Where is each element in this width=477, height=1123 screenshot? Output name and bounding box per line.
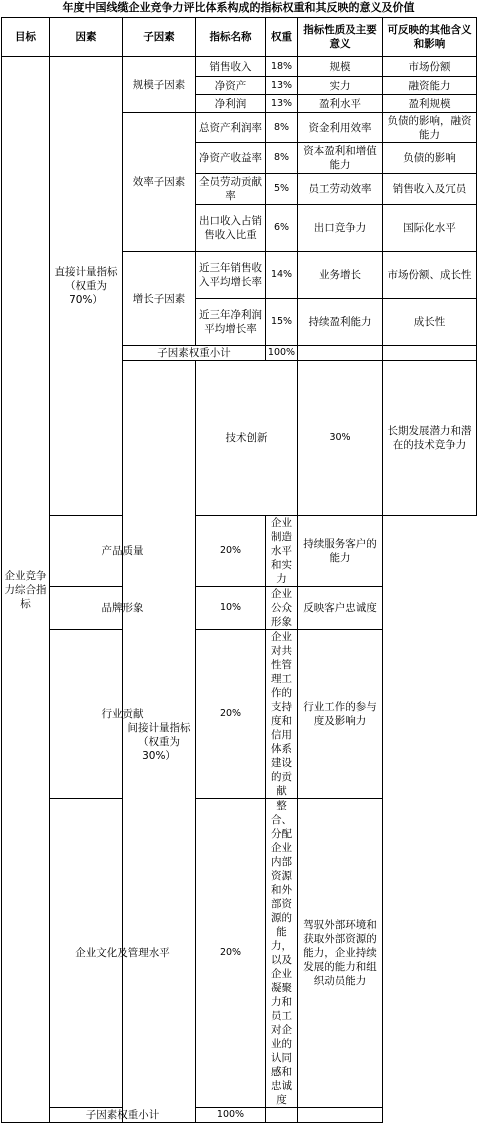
indicator-cell: 近三年净利润平均增长率 xyxy=(196,299,266,346)
nature-cell: 长期发展潜力和潜在的技术竞争力 xyxy=(383,361,477,516)
table-row xyxy=(2,57,477,77)
other-cell: 行业工作的参与度及影响力 xyxy=(298,630,383,799)
indicator-cell: 出口收入占销售收入比重 xyxy=(196,205,266,252)
header-row xyxy=(2,18,477,57)
nature-cell: 企业公众形象 xyxy=(266,587,298,630)
header-other: 可反映的其他含义和影响 xyxy=(383,18,477,57)
table-row xyxy=(2,630,477,799)
indicator-cell: 品牌形象 xyxy=(50,587,196,630)
direct-factor-cell: 直接计量指标（权重为70%） xyxy=(50,57,123,516)
indicator-cell: 行业贡献 xyxy=(50,630,196,799)
weight-cell: 13% xyxy=(266,77,298,95)
weight-cell: 20% xyxy=(196,630,266,799)
other-cell: 销售收入及冗员 xyxy=(383,174,477,205)
weight-cell: 6% xyxy=(266,205,298,252)
table-row xyxy=(2,799,477,1108)
nature-cell: 出口竞争力 xyxy=(298,205,383,252)
other-cell: 成长性 xyxy=(383,299,477,346)
subtotal-row xyxy=(2,1108,477,1123)
table-title: 年度中国线缆企业竞争力评比体系构成的指标权重和其反映的意义及价值 xyxy=(62,1,415,14)
indicator-cell: 销售收入 xyxy=(196,57,266,77)
other-cell: 盈利规模 xyxy=(383,95,477,113)
indicator-cell: 净资产收益率 xyxy=(196,143,266,174)
header-subfactor: 子因素 xyxy=(123,18,196,57)
subfactor-growth: 增长子因素 xyxy=(123,252,196,346)
target-cell: 企业竞争力综合指标 xyxy=(2,57,50,1123)
indicator-cell: 近三年销售收入平均增长率 xyxy=(196,252,266,299)
nature-cell: 员工劳动效率 xyxy=(298,174,383,205)
nature-cell: 资本盈利和增值能力 xyxy=(298,143,383,174)
other-cell: 市场份额 xyxy=(383,57,477,77)
header-nature: 指标性质及主要意义 xyxy=(298,18,383,57)
subtotal-weight: 100% xyxy=(196,1108,266,1123)
subfactor-efficiency: 效率子因素 xyxy=(123,113,196,252)
weight-cell: 5% xyxy=(266,174,298,205)
empty-cell xyxy=(298,1108,383,1123)
nature-cell: 业务增长 xyxy=(298,252,383,299)
other-cell: 负债的影响，融资能力 xyxy=(383,113,477,143)
weight-cell: 14% xyxy=(266,252,298,299)
indicator-cell: 总资产利润率 xyxy=(196,113,266,143)
nature-cell: 整合、分配企业内部资源和外部资源的能力，以及企业凝聚力和员工对企业的认同感和忠诚度 xyxy=(266,799,298,1108)
nature-cell: 资金利用效率 xyxy=(298,113,383,143)
indicator-cell: 技术创新 xyxy=(196,361,298,516)
indirect-factor-cell: 间接计量指标（权重为30%） xyxy=(123,361,196,1123)
other-cell: 负债的影响 xyxy=(383,143,477,174)
empty-cell xyxy=(298,346,383,361)
weight-cell: 20% xyxy=(196,516,266,587)
nature-cell: 企业制造水平和实力 xyxy=(266,516,298,587)
weight-cell: 20% xyxy=(196,799,266,1108)
other-cell: 国际化水平 xyxy=(383,205,477,252)
empty-cell xyxy=(266,1108,298,1123)
indicator-cell: 企业文化及管理水平 xyxy=(50,799,196,1108)
subfactor-scale: 规模子因素 xyxy=(123,57,196,113)
nature-cell: 盈利水平 xyxy=(298,95,383,113)
indicator-cell: 全员劳动贡献率 xyxy=(196,174,266,205)
indicator-cell: 净资产 xyxy=(196,77,266,95)
table-row xyxy=(2,516,477,587)
other-cell: 市场份额、成长性 xyxy=(383,252,477,299)
other-cell: 持续服务客户的能力 xyxy=(298,516,383,587)
nature-cell: 企业对共性管理工作的支持度和信用体系建设的贡献 xyxy=(266,630,298,799)
weight-cell: 10% xyxy=(196,587,266,630)
weight-cell: 15% xyxy=(266,299,298,346)
subtotal-weight: 100% xyxy=(266,346,298,361)
nature-cell: 实力 xyxy=(298,77,383,95)
weight-cell: 8% xyxy=(266,113,298,143)
indicator-cell: 净利润 xyxy=(196,95,266,113)
weight-cell: 30% xyxy=(298,361,383,516)
other-cell: 融资能力 xyxy=(383,77,477,95)
empty-cell xyxy=(383,346,477,361)
indicator-table xyxy=(1,17,477,1123)
indicator-cell: 产品质量 xyxy=(50,516,196,587)
other-cell: 驾驭外部环境和获取外部资源的能力，企业持续发展的能力和组织动员能力 xyxy=(298,799,383,1108)
nature-cell: 规模 xyxy=(298,57,383,77)
weight-cell: 13% xyxy=(266,95,298,113)
nature-cell: 持续盈利能力 xyxy=(298,299,383,346)
weight-cell: 18% xyxy=(266,57,298,77)
subtotal-label: 子因素权重小计 xyxy=(50,1108,196,1123)
weight-cell: 8% xyxy=(266,143,298,174)
other-cell: 反映客户忠诚度 xyxy=(298,587,383,630)
header-target: 目标 xyxy=(2,18,50,57)
table-row xyxy=(2,587,477,630)
header-weight: 权重 xyxy=(266,18,298,57)
header-indicator: 指标名称 xyxy=(196,18,266,57)
subtotal-label: 子因素权重小计 xyxy=(123,346,266,361)
header-factor: 因素 xyxy=(50,18,123,57)
